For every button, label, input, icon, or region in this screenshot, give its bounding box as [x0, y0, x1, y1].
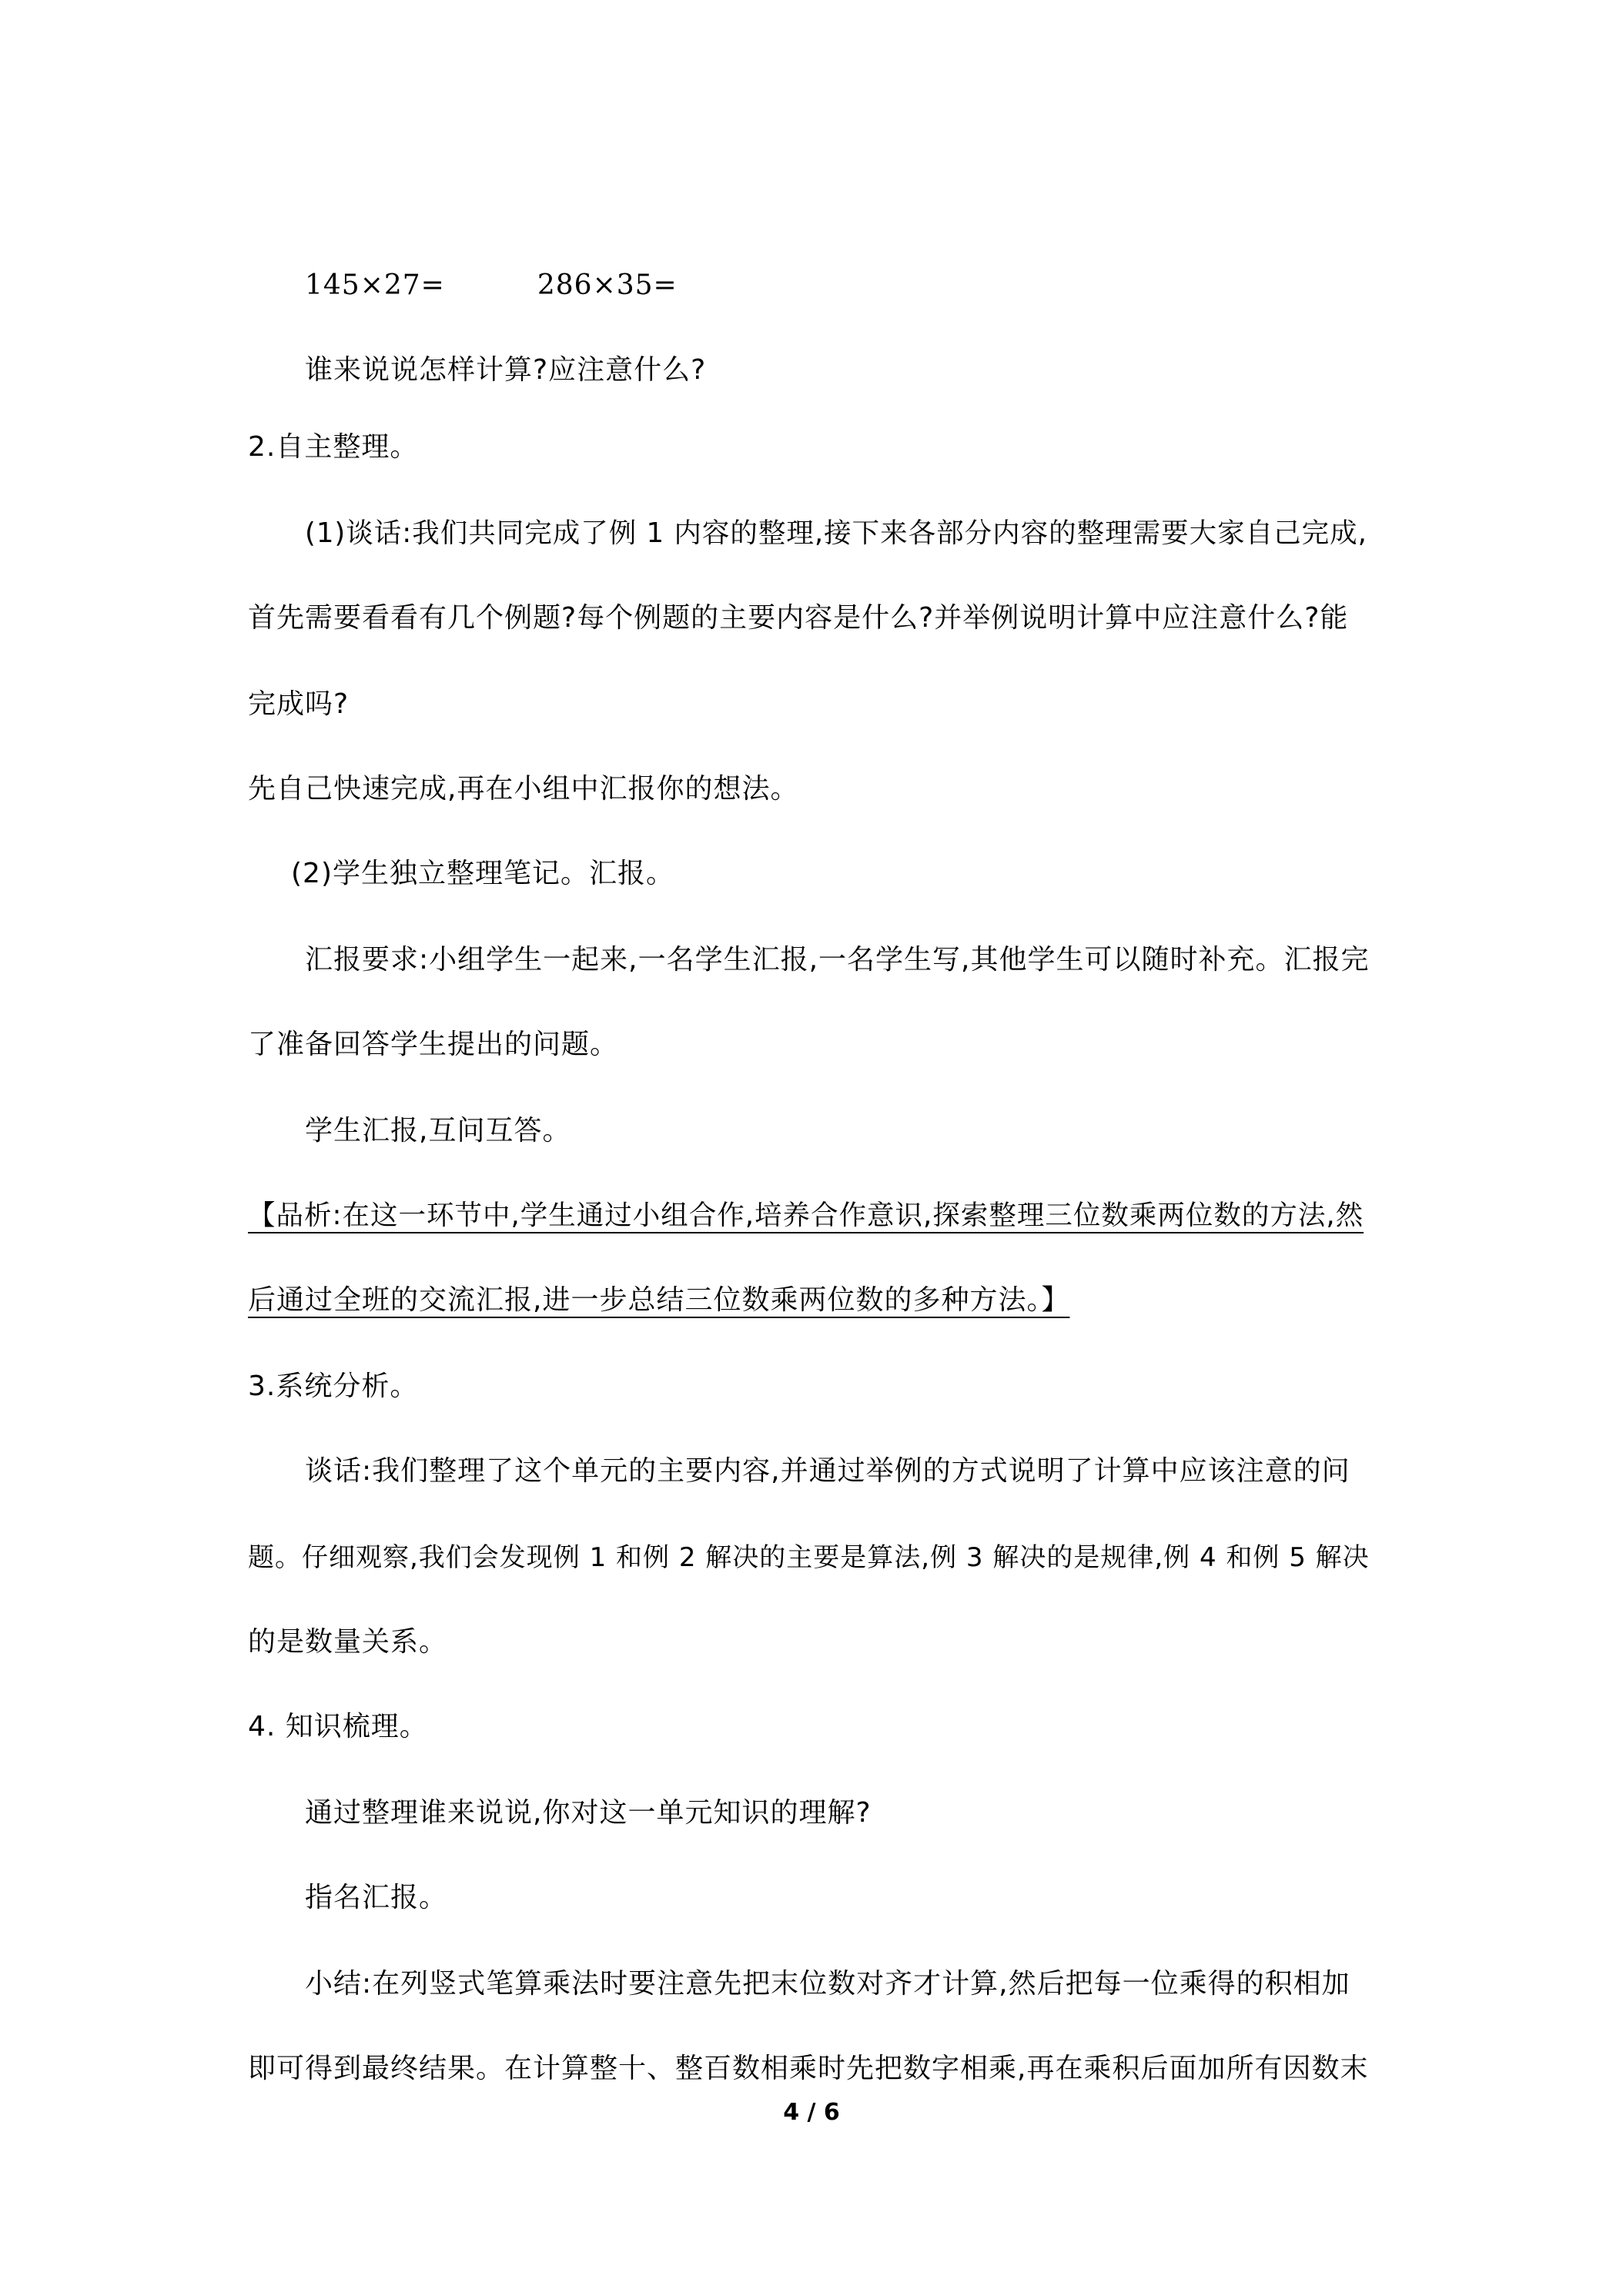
section-heading: 4. 知识梳理。 — [248, 1711, 428, 1742]
paragraph-line: 汇报要求:小组学生一起来,一名学生汇报,一名学生写,其他学生可以随时补充。汇报完 — [305, 944, 1370, 976]
paragraph-line: 学生汇报,互问互答。 — [305, 1115, 571, 1146]
paragraph-line: 指名汇报。 — [305, 1882, 448, 1913]
paragraph-line: 题。仔细观察,我们会发现例 1 和例 2 解决的主要是算法,例 3 解决的是规律,例 4 和例 5 解决 — [248, 1542, 1370, 1573]
paragraph-line: 了准备回答学生提出的问题。 — [248, 1029, 619, 1060]
paragraph-line: 完成吗? — [248, 688, 350, 720]
section-heading: 2.自主整理。 — [248, 431, 419, 463]
paragraph-line: (1)谈话:我们共同完成了例 1 内容的整理,接下来各部分内容的整理需要大家自己完成, — [305, 517, 1367, 549]
page-indicator: 4 / 6 — [783, 2099, 840, 2126]
calc-expression-1: 145×27= — [305, 269, 445, 301]
paragraph-line: 小结:在列竖式笔算乘法时要注意先把末位数对齐才计算,然后把每一位乘得的积相加 — [305, 1968, 1350, 2000]
calc-expression-2: 286×35= — [537, 269, 678, 301]
analysis-note-line: 【品析:在这一环节中,学生通过小组合作,培养合作意识,探索整理三位数乘两位数的方法,然 — [248, 1200, 1364, 1231]
calc-expressions — [305, 268, 678, 303]
analysis-note-line: 后通过全班的交流汇报,进一步总结三位数乘两位数的多种方法。】 — [248, 1284, 1070, 1316]
section-heading: 3.系统分析。 — [248, 1371, 419, 1402]
paragraph-line: 的是数量关系。 — [248, 1626, 448, 1658]
paragraph-line: 谁来说说怎样计算?应注意什么? — [305, 354, 707, 386]
paragraph-line: (2)学生独立整理笔记。汇报。 — [291, 858, 674, 889]
paragraph-line: 通过整理谁来说说,你对这一单元知识的理解? — [305, 1797, 872, 1829]
paragraph-line: 先自己快速完成,再在小组中汇报你的想法。 — [248, 773, 799, 805]
paragraph-line: 谈话:我们整理了这个单元的主要内容,并通过举例的方式说明了计算中应该注意的问 — [305, 1455, 1350, 1487]
paragraph-line: 即可得到最终结果。在计算整十、整百数相乘时先把数字相乘,再在乘积后面加所有因数末 — [248, 2053, 1369, 2084]
paragraph-line: 首先需要看看有几个例题?每个例题的主要内容是什么?并举例说明计算中应注意什么?能 — [248, 602, 1349, 634]
